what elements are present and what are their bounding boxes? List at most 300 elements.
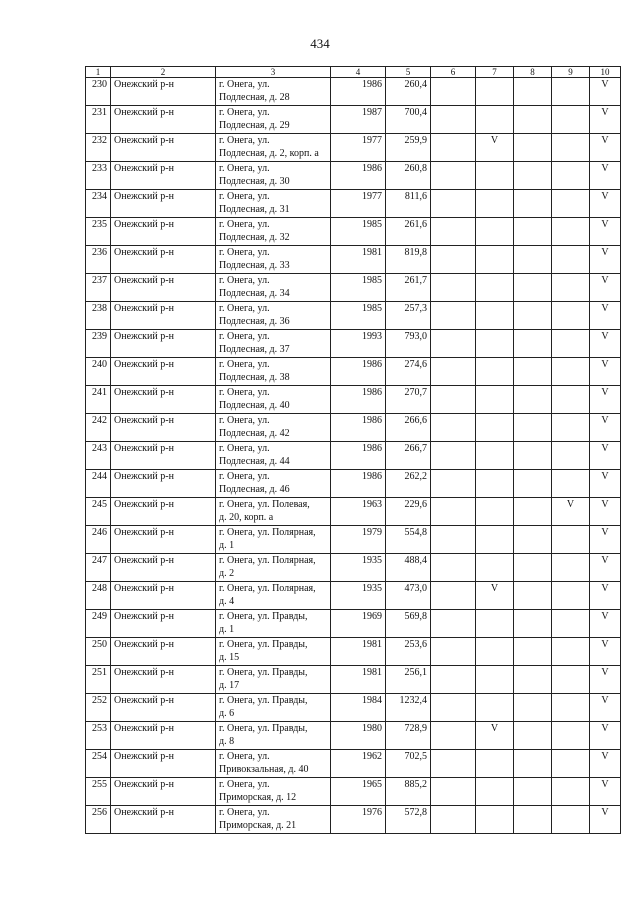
column-9-cell xyxy=(552,694,590,722)
column-7-cell xyxy=(476,302,514,330)
area-cell: 257,3 xyxy=(386,302,431,330)
column-10-cell: V xyxy=(590,78,621,106)
column-6-cell xyxy=(431,414,476,442)
year-cell: 1979 xyxy=(331,526,386,554)
address-line-2: Подлесная, д. 33 xyxy=(219,260,290,271)
column-10-cell: V xyxy=(590,190,621,218)
page-number: 434 xyxy=(310,36,330,51)
address-cell xyxy=(216,526,331,554)
area-cell: 728,9 xyxy=(386,722,431,750)
address-cell xyxy=(216,610,331,638)
column-7-cell xyxy=(476,526,514,554)
column-10-cell: V xyxy=(590,750,621,778)
address-line-2: Подлесная, д. 46 xyxy=(219,484,290,495)
column-7-cell xyxy=(476,778,514,806)
column-8-cell xyxy=(514,442,552,470)
column-7-cell: V xyxy=(476,722,514,750)
column-6-cell xyxy=(431,470,476,498)
column-10-cell: V xyxy=(590,722,621,750)
row-number-cell: 230 xyxy=(86,78,111,106)
table-row xyxy=(86,246,621,274)
district-cell: Онежский р-н xyxy=(111,498,216,526)
column-8-cell xyxy=(514,162,552,190)
column-7-cell xyxy=(476,414,514,442)
column-10-cell: V xyxy=(590,414,621,442)
district-cell: Онежский р-н xyxy=(111,134,216,162)
address-cell xyxy=(216,722,331,750)
address-line-2: Подлесная, д. 37 xyxy=(219,344,290,355)
address-line-2: Приморская, д. 12 xyxy=(219,792,297,803)
year-cell: 1935 xyxy=(331,582,386,610)
year-cell: 1986 xyxy=(331,442,386,470)
column-9-cell xyxy=(552,302,590,330)
column-6-cell xyxy=(431,666,476,694)
address-line-2: Подлесная, д. 32 xyxy=(219,232,290,243)
table-row xyxy=(86,190,621,218)
column-7-cell xyxy=(476,78,514,106)
column-8-cell xyxy=(514,106,552,134)
table-row xyxy=(86,442,621,470)
address-cell xyxy=(216,358,331,386)
year-cell: 1935 xyxy=(331,554,386,582)
column-8-cell xyxy=(514,554,552,582)
column-10-cell: V xyxy=(590,162,621,190)
address-line-2: д. 8 xyxy=(219,736,235,747)
address-line-1: г. Онега, ул. Правды, xyxy=(219,611,308,622)
column-10-cell: V xyxy=(590,134,621,162)
column-7-cell xyxy=(476,554,514,582)
area-cell: 266,7 xyxy=(386,442,431,470)
address-cell xyxy=(216,638,331,666)
area-cell: 260,4 xyxy=(386,78,431,106)
column-7-cell xyxy=(476,190,514,218)
column-6-cell xyxy=(431,274,476,302)
column-10-cell: V xyxy=(590,246,621,274)
district-cell: Онежский р-н xyxy=(111,778,216,806)
area-cell: 702,5 xyxy=(386,750,431,778)
address-line-1: г. Онега, ул. Правды, xyxy=(219,723,308,734)
address-line-2: Подлесная, д. 29 xyxy=(219,120,290,131)
address-line-2: Подлесная, д. 28 xyxy=(219,92,290,103)
district-cell: Онежский р-н xyxy=(111,442,216,470)
column-8-cell xyxy=(514,78,552,106)
column-header-7: 7 xyxy=(476,67,514,78)
column-7-cell xyxy=(476,162,514,190)
column-6-cell xyxy=(431,78,476,106)
table-row xyxy=(86,526,621,554)
district-cell: Онежский р-н xyxy=(111,470,216,498)
row-number-cell: 242 xyxy=(86,414,111,442)
address-line-2: д. 1 xyxy=(219,624,235,635)
area-cell: 259,9 xyxy=(386,134,431,162)
row-number-cell: 236 xyxy=(86,246,111,274)
column-8-cell xyxy=(514,582,552,610)
address-line-1: г. Онега, ул. Правды, xyxy=(219,667,308,678)
district-cell: Онежский р-н xyxy=(111,694,216,722)
column-10-cell: V xyxy=(590,778,621,806)
column-10-cell: V xyxy=(590,694,621,722)
column-9-cell xyxy=(552,190,590,218)
district-cell: Онежский р-н xyxy=(111,638,216,666)
area-cell: 260,8 xyxy=(386,162,431,190)
address-line-1: г. Онега, ул. xyxy=(219,107,270,118)
address-cell xyxy=(216,498,331,526)
district-cell: Онежский р-н xyxy=(111,666,216,694)
column-6-cell xyxy=(431,218,476,246)
column-7-cell: V xyxy=(476,134,514,162)
column-9-cell xyxy=(552,162,590,190)
year-cell: 1986 xyxy=(331,386,386,414)
address-line-2: д. 1 xyxy=(219,540,235,551)
column-6-cell xyxy=(431,190,476,218)
row-number-cell: 255 xyxy=(86,778,111,806)
column-9-cell xyxy=(552,638,590,666)
address-line-2: д. 2 xyxy=(219,568,235,579)
table-row xyxy=(86,218,621,246)
column-6-cell xyxy=(431,638,476,666)
column-8-cell xyxy=(514,638,552,666)
district-cell: Онежский р-н xyxy=(111,162,216,190)
area-cell: 1232,4 xyxy=(386,694,431,722)
column-7-cell xyxy=(476,330,514,358)
column-7-cell xyxy=(476,666,514,694)
district-cell: Онежский р-н xyxy=(111,302,216,330)
column-10-cell: V xyxy=(590,666,621,694)
address-line-1: г. Онега, ул. Полевая, xyxy=(219,499,310,510)
column-10-cell: V xyxy=(590,610,621,638)
column-6-cell xyxy=(431,106,476,134)
column-9-cell: V xyxy=(552,498,590,526)
address-line-1: г. Онега, ул. xyxy=(219,79,270,90)
row-number-cell: 245 xyxy=(86,498,111,526)
district-cell: Онежский р-н xyxy=(111,610,216,638)
row-number-cell: 253 xyxy=(86,722,111,750)
year-cell: 1977 xyxy=(331,134,386,162)
column-6-cell xyxy=(431,386,476,414)
address-line-2: Подлесная, д. 34 xyxy=(219,288,290,299)
column-10-cell: V xyxy=(590,302,621,330)
column-7-cell xyxy=(476,610,514,638)
column-header-6: 6 xyxy=(431,67,476,78)
housing-registry-table xyxy=(85,66,621,834)
column-9-cell xyxy=(552,358,590,386)
year-cell: 1984 xyxy=(331,694,386,722)
row-number-cell: 256 xyxy=(86,806,111,834)
address-cell xyxy=(216,218,331,246)
column-8-cell xyxy=(514,806,552,834)
column-7-cell xyxy=(476,274,514,302)
area-cell: 274,6 xyxy=(386,358,431,386)
table-row xyxy=(86,162,621,190)
row-number-cell: 237 xyxy=(86,274,111,302)
column-6-cell xyxy=(431,302,476,330)
column-8-cell xyxy=(514,218,552,246)
column-7-cell xyxy=(476,694,514,722)
address-line-1: г. Онега, ул. xyxy=(219,247,270,258)
column-10-cell: V xyxy=(590,106,621,134)
column-10-cell: V xyxy=(590,806,621,834)
row-number-cell: 246 xyxy=(86,526,111,554)
area-cell: 488,4 xyxy=(386,554,431,582)
table-row xyxy=(86,806,621,834)
address-cell xyxy=(216,554,331,582)
district-cell: Онежский р-н xyxy=(111,358,216,386)
column-8-cell xyxy=(514,778,552,806)
address-line-2: Подлесная, д. 44 xyxy=(219,456,290,467)
column-8-cell xyxy=(514,302,552,330)
address-line-2: Приморская, д. 21 xyxy=(219,820,297,831)
row-number-cell: 251 xyxy=(86,666,111,694)
address-line-2: Подлесная, д. 40 xyxy=(219,400,290,411)
column-7-cell xyxy=(476,638,514,666)
column-7-cell: V xyxy=(476,582,514,610)
address-cell xyxy=(216,470,331,498)
address-line-1: г. Онега, ул. xyxy=(219,779,270,790)
district-cell: Онежский р-н xyxy=(111,218,216,246)
area-cell: 572,8 xyxy=(386,806,431,834)
area-cell: 569,8 xyxy=(386,610,431,638)
column-9-cell xyxy=(552,218,590,246)
column-header-8: 8 xyxy=(514,67,552,78)
column-10-cell: V xyxy=(590,554,621,582)
column-header-3: 3 xyxy=(216,67,331,78)
address-cell xyxy=(216,190,331,218)
column-10-cell: V xyxy=(590,526,621,554)
year-cell: 1976 xyxy=(331,806,386,834)
column-8-cell xyxy=(514,470,552,498)
year-cell: 1985 xyxy=(331,274,386,302)
row-number-cell: 249 xyxy=(86,610,111,638)
row-number-cell: 231 xyxy=(86,106,111,134)
district-cell: Онежский р-н xyxy=(111,722,216,750)
table-row xyxy=(86,386,621,414)
column-10-cell: V xyxy=(590,218,621,246)
year-cell: 1980 xyxy=(331,722,386,750)
address-line-2: д. 4 xyxy=(219,596,235,607)
address-line-2: Подлесная, д. 31 xyxy=(219,204,290,215)
address-line-2: Подлесная, д. 42 xyxy=(219,428,290,439)
table-row xyxy=(86,302,621,330)
address-line-1: г. Онега, ул. xyxy=(219,275,270,286)
column-6-cell xyxy=(431,750,476,778)
row-number-cell: 248 xyxy=(86,582,111,610)
table-row xyxy=(86,666,621,694)
column-9-cell xyxy=(552,78,590,106)
table-row xyxy=(86,78,621,106)
column-9-cell xyxy=(552,330,590,358)
column-9-cell xyxy=(552,526,590,554)
column-7-cell xyxy=(476,358,514,386)
column-7-cell xyxy=(476,750,514,778)
address-line-1: г. Онега, ул. xyxy=(219,163,270,174)
column-9-cell xyxy=(552,750,590,778)
column-10-cell: V xyxy=(590,358,621,386)
year-cell: 1981 xyxy=(331,666,386,694)
row-number-cell: 233 xyxy=(86,162,111,190)
district-cell: Онежский р-н xyxy=(111,78,216,106)
table-row xyxy=(86,470,621,498)
address-cell xyxy=(216,162,331,190)
column-8-cell xyxy=(514,134,552,162)
year-cell: 1963 xyxy=(331,498,386,526)
address-cell xyxy=(216,330,331,358)
column-9-cell xyxy=(552,414,590,442)
column-8-cell xyxy=(514,190,552,218)
address-line-2: Подлесная, д. 36 xyxy=(219,316,290,327)
area-cell: 266,6 xyxy=(386,414,431,442)
column-number-header xyxy=(86,67,621,78)
area-cell: 793,0 xyxy=(386,330,431,358)
column-6-cell xyxy=(431,162,476,190)
district-cell: Онежский р-н xyxy=(111,414,216,442)
row-number-cell: 250 xyxy=(86,638,111,666)
address-line-2: д. 17 xyxy=(219,680,240,691)
column-6-cell xyxy=(431,246,476,274)
address-line-2: Подлесная, д. 30 xyxy=(219,176,290,187)
address-line-2: д. 15 xyxy=(219,652,240,663)
address-cell xyxy=(216,246,331,274)
column-7-cell xyxy=(476,246,514,274)
column-9-cell xyxy=(552,778,590,806)
column-8-cell xyxy=(514,694,552,722)
column-7-cell xyxy=(476,106,514,134)
district-cell: Онежский р-н xyxy=(111,330,216,358)
address-line-2: д. 6 xyxy=(219,708,235,719)
column-6-cell xyxy=(431,806,476,834)
row-number-cell: 238 xyxy=(86,302,111,330)
column-9-cell xyxy=(552,610,590,638)
table-row xyxy=(86,414,621,442)
year-cell: 1981 xyxy=(331,638,386,666)
address-line-1: г. Онега, ул. xyxy=(219,751,270,762)
row-number-cell: 244 xyxy=(86,470,111,498)
column-6-cell xyxy=(431,582,476,610)
column-10-cell: V xyxy=(590,330,621,358)
row-number-cell: 247 xyxy=(86,554,111,582)
year-cell: 1986 xyxy=(331,470,386,498)
year-cell: 1986 xyxy=(331,162,386,190)
column-10-cell: V xyxy=(590,386,621,414)
row-number-cell: 239 xyxy=(86,330,111,358)
address-line-2: д. 20, корп. а xyxy=(219,512,274,523)
column-header-4: 4 xyxy=(331,67,386,78)
column-8-cell xyxy=(514,274,552,302)
area-cell: 473,0 xyxy=(386,582,431,610)
column-9-cell xyxy=(552,470,590,498)
address-cell xyxy=(216,414,331,442)
column-8-cell xyxy=(514,246,552,274)
table-row xyxy=(86,638,621,666)
table-row xyxy=(86,750,621,778)
row-number-cell: 241 xyxy=(86,386,111,414)
column-7-cell xyxy=(476,218,514,246)
address-line-1: г. Онега, ул. xyxy=(219,303,270,314)
column-6-cell xyxy=(431,554,476,582)
district-cell: Онежский р-н xyxy=(111,106,216,134)
column-6-cell xyxy=(431,694,476,722)
row-number-cell: 240 xyxy=(86,358,111,386)
district-cell: Онежский р-н xyxy=(111,806,216,834)
column-header-9: 9 xyxy=(552,67,590,78)
district-cell: Онежский р-н xyxy=(111,190,216,218)
column-7-cell xyxy=(476,442,514,470)
column-7-cell xyxy=(476,386,514,414)
column-6-cell xyxy=(431,526,476,554)
year-cell: 1987 xyxy=(331,106,386,134)
area-cell: 261,6 xyxy=(386,218,431,246)
area-cell: 554,8 xyxy=(386,526,431,554)
year-cell: 1969 xyxy=(331,610,386,638)
column-8-cell xyxy=(514,750,552,778)
table-row xyxy=(86,106,621,134)
column-8-cell xyxy=(514,414,552,442)
district-cell: Онежский р-н xyxy=(111,246,216,274)
year-cell: 1985 xyxy=(331,302,386,330)
address-line-1: г. Онега, ул. Полярная, xyxy=(219,555,316,566)
column-header-10: 10 xyxy=(590,67,621,78)
year-cell: 1981 xyxy=(331,246,386,274)
address-line-1: г. Онега, ул. xyxy=(219,191,270,202)
area-cell: 261,7 xyxy=(386,274,431,302)
area-cell: 229,6 xyxy=(386,498,431,526)
address-cell xyxy=(216,694,331,722)
column-6-cell xyxy=(431,358,476,386)
address-line-1: г. Онега, ул. xyxy=(219,135,270,146)
column-8-cell xyxy=(514,498,552,526)
table-row xyxy=(86,582,621,610)
area-cell: 819,8 xyxy=(386,246,431,274)
column-9-cell xyxy=(552,582,590,610)
year-cell: 1965 xyxy=(331,778,386,806)
column-6-cell xyxy=(431,722,476,750)
column-7-cell xyxy=(476,470,514,498)
address-line-1: г. Онега, ул. xyxy=(219,443,270,454)
address-line-1: г. Онега, ул. xyxy=(219,415,270,426)
column-10-cell: V xyxy=(590,442,621,470)
table-row xyxy=(86,330,621,358)
area-cell: 700,4 xyxy=(386,106,431,134)
address-cell xyxy=(216,134,331,162)
address-line-1: г. Онега, ул. xyxy=(219,359,270,370)
address-cell xyxy=(216,302,331,330)
address-line-1: г. Онега, ул. xyxy=(219,219,270,230)
column-8-cell xyxy=(514,666,552,694)
column-7-cell xyxy=(476,498,514,526)
district-cell: Онежский р-н xyxy=(111,554,216,582)
column-6-cell xyxy=(431,610,476,638)
table-row xyxy=(86,694,621,722)
address-cell xyxy=(216,778,331,806)
column-header-2: 2 xyxy=(111,67,216,78)
year-cell: 1962 xyxy=(331,750,386,778)
district-cell: Онежский р-н xyxy=(111,274,216,302)
address-line-1: г. Онега, ул. xyxy=(219,471,270,482)
table-row xyxy=(86,554,621,582)
column-6-cell xyxy=(431,134,476,162)
row-number-cell: 252 xyxy=(86,694,111,722)
address-cell xyxy=(216,750,331,778)
address-cell xyxy=(216,582,331,610)
column-10-cell: V xyxy=(590,274,621,302)
year-cell: 1986 xyxy=(331,78,386,106)
column-8-cell xyxy=(514,610,552,638)
table-row xyxy=(86,778,621,806)
address-line-2: Привокзальная, д. 40 xyxy=(219,764,309,775)
column-10-cell: V xyxy=(590,638,621,666)
address-line-1: г. Онега, ул. xyxy=(219,387,270,398)
column-6-cell xyxy=(431,498,476,526)
address-cell xyxy=(216,806,331,834)
